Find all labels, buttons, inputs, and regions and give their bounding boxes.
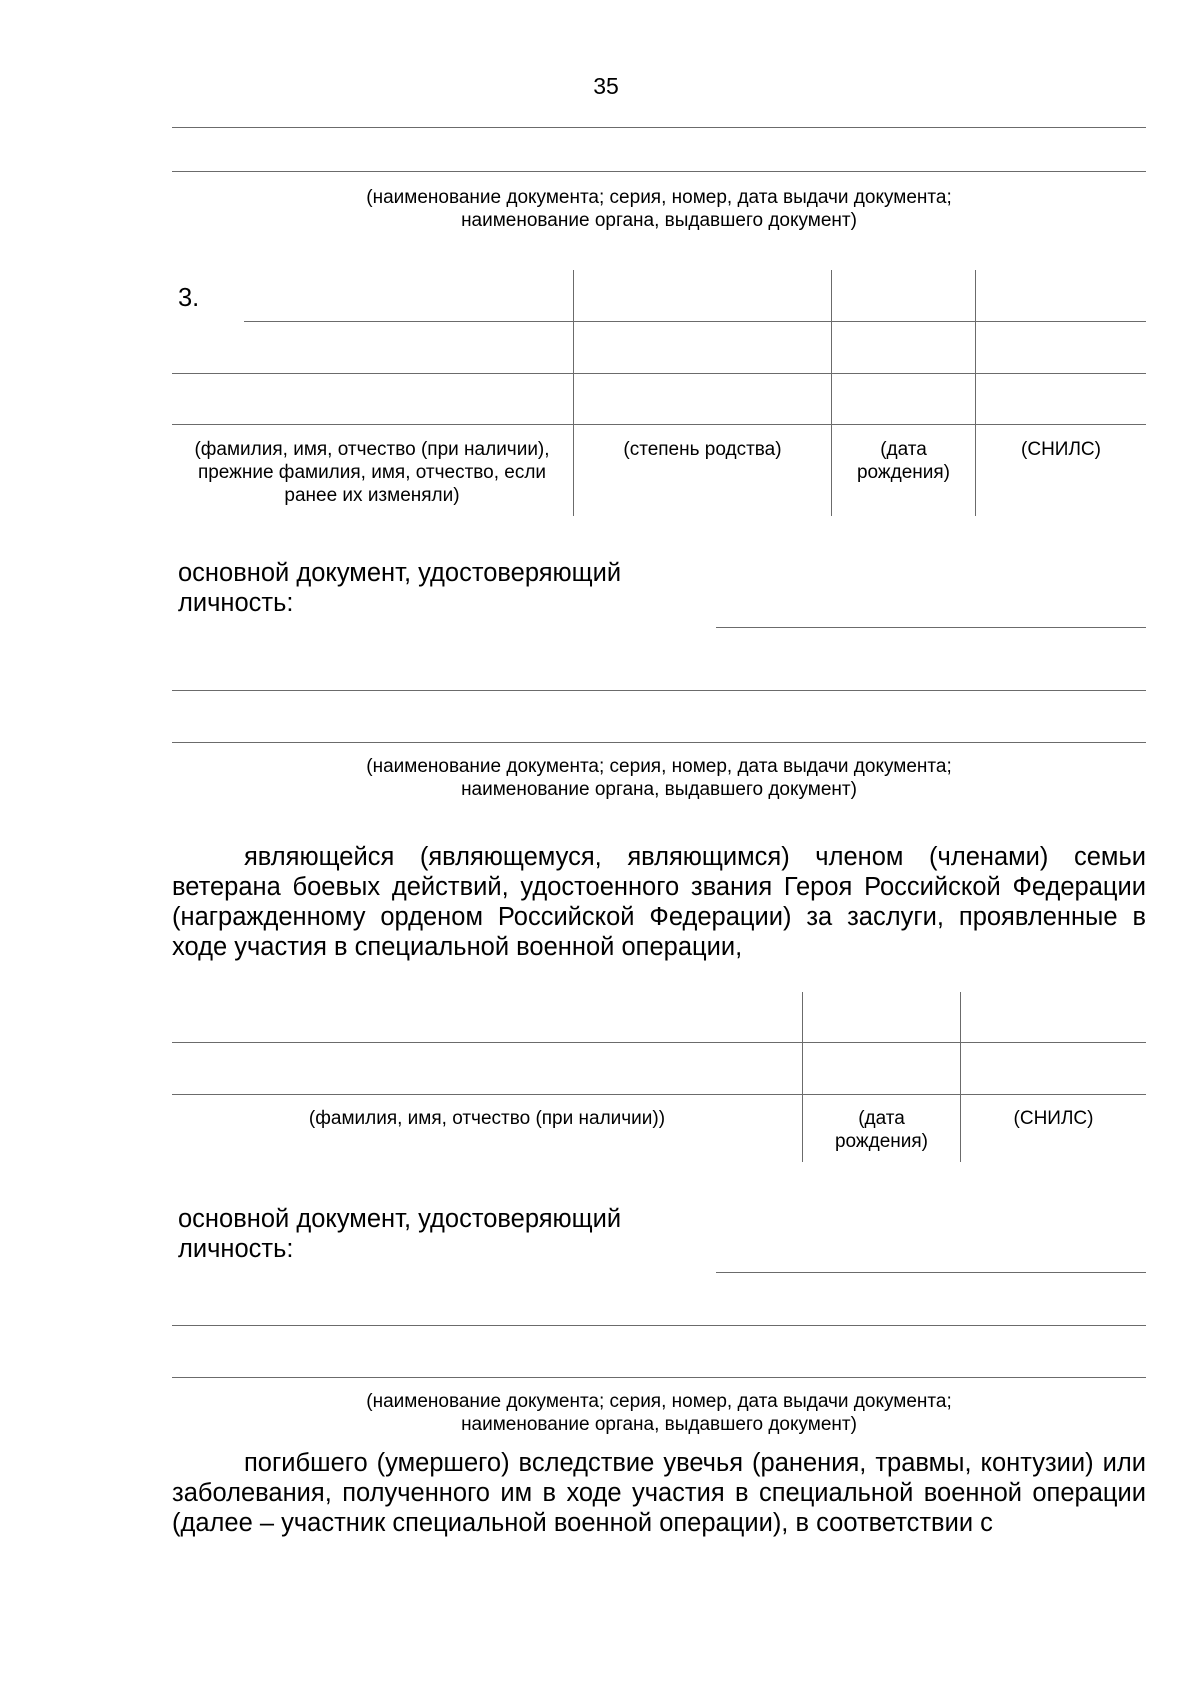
fill-line[interactable] — [172, 1094, 1146, 1095]
fill-line[interactable] — [172, 1042, 1146, 1043]
caption-line: прежние фамилия, имя, отчество, если — [197, 462, 547, 483]
fill-line[interactable] — [172, 1325, 1146, 1326]
id-document-label — [178, 558, 621, 618]
fill-line[interactable] — [716, 627, 1146, 628]
column-caption-fio: (фамилия, имя, отчество (при наличии)) — [308, 1108, 666, 1129]
column-caption-snils: (СНИЛС) — [1021, 439, 1101, 460]
label-line: личность: — [178, 589, 294, 617]
label-line: основной документ, удостоверяющий — [178, 559, 622, 587]
fill-line[interactable] — [172, 690, 1146, 691]
caption-line: (наименование документа; серия, номер, дата выдачи документа; — [366, 1391, 952, 1412]
fill-line[interactable] — [172, 171, 1146, 172]
fill-line[interactable] — [172, 1377, 1146, 1378]
label-line: личность: — [178, 1235, 294, 1263]
page-number: 35 — [593, 73, 619, 99]
paragraph-deceased: погибшего (умершего) вследствие увечья (ранения, травмы, контузии) или заболевания, полученного им в ходе участия в специальной военной операции (далее – участник специальной военной операции), в соответствии с — [172, 1449, 1146, 1537]
fill-line[interactable] — [172, 424, 1146, 425]
column-divider — [975, 270, 976, 516]
caption-line: ранее их изменяли) — [284, 485, 460, 506]
caption-line: рождения) — [834, 1131, 928, 1152]
document-caption — [172, 1390, 1146, 1436]
column-caption-birth-date — [832, 438, 975, 484]
caption-line: наименование органа, выдавшего документ) — [461, 1414, 857, 1435]
fill-line[interactable] — [172, 742, 1146, 743]
column-divider — [573, 270, 574, 516]
fill-line[interactable] — [172, 127, 1146, 128]
label-line: основной документ, удостоверяющий — [178, 1205, 622, 1233]
fill-line[interactable] — [172, 373, 1146, 374]
column-caption-fio — [172, 438, 572, 507]
caption-line: наименование органа, выдавшего документ) — [461, 779, 857, 800]
caption-line: наименование органа, выдавшего документ) — [461, 210, 857, 231]
caption-line: (фамилия, имя, отчество (при наличии), — [194, 439, 550, 460]
caption-line: рождения) — [856, 462, 950, 483]
column-caption-kinship: (степень родства) — [623, 439, 782, 460]
fill-line[interactable] — [244, 321, 1146, 322]
item-number: 3. — [178, 284, 200, 312]
column-divider — [960, 992, 961, 1162]
id-document-label — [178, 1204, 621, 1264]
caption-line: (дата — [880, 439, 927, 460]
column-caption-snils: (СНИЛС) — [1013, 1108, 1094, 1129]
caption-line: (дата — [858, 1108, 905, 1129]
column-caption-birth-date — [803, 1107, 960, 1153]
caption-line: (наименование документа; серия, номер, дата выдачи документа; — [366, 187, 952, 208]
caption-line: (наименование документа; серия, номер, дата выдачи документа; — [366, 756, 952, 777]
document-caption — [172, 186, 1146, 232]
fill-line[interactable] — [716, 1272, 1146, 1273]
document-caption — [172, 755, 1146, 801]
paragraph-family-member: являющейся (являющемуся, являющимся) членом (членами) семьи ветерана боевых действий, удостоенного звания Героя Российской Федерации (награжденному орденом Российской Федерации) за заслуги, проявленные в ходе участия в специальной военной операции, — [172, 843, 1146, 961]
